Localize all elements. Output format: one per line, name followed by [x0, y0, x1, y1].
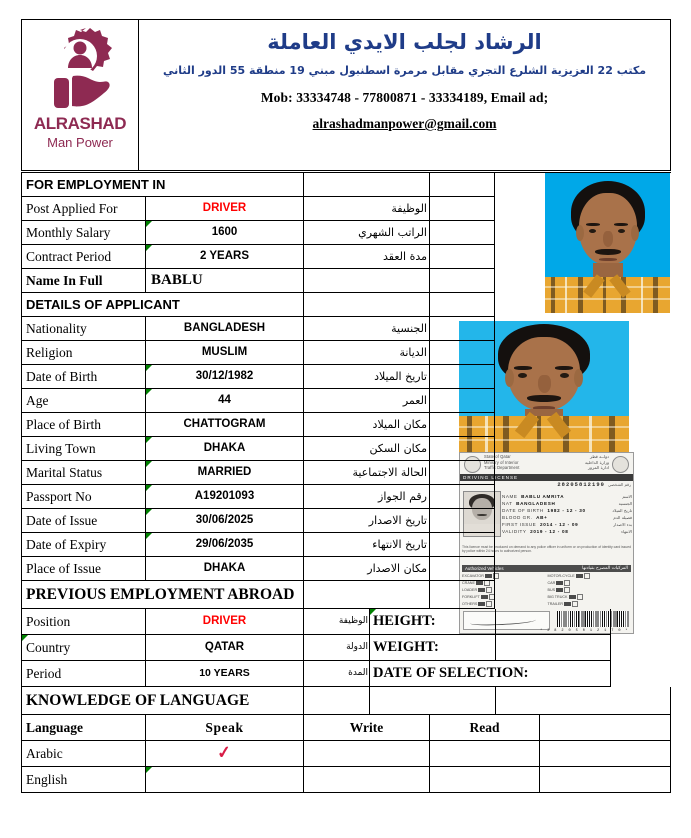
row-tail [429, 317, 495, 341]
language-header-row [21, 715, 671, 741]
row-right-label: DATE OF SELECTION: [369, 661, 611, 687]
row-right-label: WEIGHT: [369, 635, 495, 661]
photo-gap [495, 269, 671, 293]
row-arabic: تاريخ الاصدار [303, 509, 429, 533]
license-dob-label: DATE OF BIRTH [502, 508, 544, 514]
banner-spacer-ar [303, 293, 429, 317]
row-tail [429, 197, 495, 221]
language-write-cell[interactable] [303, 741, 429, 767]
row-tail [429, 461, 495, 485]
banner-spacer-ar [303, 581, 429, 609]
row-arabic: مكان الاصدار [303, 557, 429, 581]
row-tail [429, 533, 495, 557]
table-row [21, 317, 671, 341]
comment-marker-icon [370, 609, 376, 615]
row-arabic: الجنسية [303, 317, 429, 341]
row-value: A19201093 [145, 485, 303, 509]
speak-col-header: Speak [145, 715, 303, 741]
vehicle-item: BUS [548, 587, 632, 593]
comment-marker-icon [146, 485, 152, 491]
photo-gap [495, 485, 671, 509]
photo-gap [495, 533, 671, 557]
form-table [21, 172, 671, 793]
row-right-label: HEIGHT: [369, 609, 495, 635]
banner-cell [21, 581, 303, 609]
row-tail [429, 365, 495, 389]
row-value: DHAKA [145, 557, 303, 581]
comment-marker-icon [146, 221, 152, 227]
table-row [21, 389, 671, 413]
letterhead-text [139, 20, 670, 170]
banner-spacer-c [495, 687, 671, 715]
row-arabic: تاريخ الميلاد [303, 365, 429, 389]
table-row [21, 197, 671, 221]
logo-tagline: Man Power [47, 135, 113, 150]
row-tail [429, 269, 495, 293]
row-arabic: مكان السكن [303, 437, 429, 461]
language-speak-cell[interactable] [145, 741, 303, 767]
row-right-blank [495, 609, 611, 635]
license-authority-ar: دولــة قطر وزارة الداخلية ادارة المرور [584, 454, 609, 471]
row-arabic: الراتب الشهري [303, 221, 429, 245]
table-row [21, 437, 671, 461]
license-id-label-ar: رقم الشخصي [607, 482, 631, 487]
license-type-band: DRIVING LICENSE [460, 474, 633, 481]
row-tail [429, 413, 495, 437]
banner-spacer-a [303, 687, 369, 715]
banner-cell [21, 172, 303, 197]
company-address-arabic: مكتب 22 العزيزية الشلرع التجري مقابل مرمرة اسطنبول مبني 19 منطقة 55 الدور الثاني [162, 64, 647, 78]
language-col-header: Language [21, 715, 145, 741]
table-row [21, 341, 671, 365]
row-value: CHATTOGRAM [145, 413, 303, 437]
photo-gap [495, 581, 671, 609]
row-value: 30/12/1982 [145, 365, 303, 389]
table-row [21, 557, 671, 581]
table-row [21, 245, 671, 269]
row-arabic: الديانة [303, 341, 429, 365]
row-label: Monthly Salary [21, 221, 145, 245]
license-nat-label: NAT [502, 501, 513, 507]
row-value: 30/06/2025 [145, 509, 303, 533]
photo-gap [495, 365, 671, 389]
comment-marker-icon [146, 461, 152, 467]
comment-marker-icon [146, 509, 152, 515]
section-title-language: KNOWLEDGE OF LANGUAGE [26, 692, 250, 709]
section-language-banner-row [21, 687, 671, 715]
comment-marker-icon [146, 365, 152, 371]
vehicle-item: MOTOR-CYCLE [548, 573, 632, 579]
banner-spacer-b [369, 687, 495, 715]
banner-cell [21, 293, 303, 317]
row-label: Place of Birth [21, 413, 145, 437]
license-firstissue-label: FIRST ISSUE [502, 522, 537, 528]
table-row [21, 741, 671, 767]
row-label: Name In Full [21, 269, 145, 293]
license-id-number: 28205812190 [557, 482, 605, 488]
photo-gap [495, 413, 671, 437]
row-value: 44 [145, 389, 303, 413]
row-arabic: المدة [303, 661, 369, 687]
license-vehicles-ar: المركبات المصرح بقيادتها [581, 566, 628, 571]
vehicle-item: OTHERS [462, 601, 546, 607]
license-firstissue-value: 2014 - 12 - 09 [539, 522, 579, 528]
row-value: MARRIED [145, 461, 303, 485]
vehicle-item: LOADER [462, 587, 546, 593]
company-title-arabic: الرشاد لجلب الايدي العاملة [267, 30, 542, 54]
table-row [21, 413, 671, 437]
photo-gap [495, 437, 671, 461]
row-arabic: العمر [303, 389, 429, 413]
table-row [21, 509, 671, 533]
logo-wordmark: ALRASHAD [33, 114, 127, 133]
row-value: BANGLADESH [145, 317, 303, 341]
row-label: Passport No [21, 485, 145, 509]
license-blood-value: AB+ [536, 515, 548, 521]
row-label: Religion [21, 341, 145, 365]
write-col-header: Write [303, 715, 429, 741]
section-title-previous: PREVIOUS EMPLOYMENT ABROAD [26, 586, 295, 603]
row-tail [429, 341, 495, 365]
section-title-details: DETAILS OF APPLICANT [26, 297, 180, 312]
comment-marker-icon [146, 437, 152, 443]
table-row [21, 609, 671, 635]
photo-gap [495, 509, 671, 533]
table-row [21, 661, 671, 687]
license-blood-label: BLOOD GR. [502, 515, 533, 521]
language-row-blank [539, 767, 671, 793]
row-value: DRIVER [145, 609, 303, 635]
company-email: alrashadmanpower@gmail.com [312, 116, 497, 132]
row-arabic: الدولة [303, 635, 369, 661]
company-logo-cell [22, 20, 139, 170]
table-row [21, 221, 671, 245]
banner-cell [21, 687, 303, 715]
license-validity-value: 2019 - 12 - 08 [530, 529, 569, 535]
photo-gap [495, 245, 671, 269]
photo-gap [495, 221, 671, 245]
row-tail [429, 389, 495, 413]
row-tail [429, 485, 495, 509]
banner-photo-gap [495, 172, 671, 197]
license-legal-note: This licence must be produced on demand to any police officer in uniform or on production of identity card issued by police within 24 hours to authorized person. [462, 545, 631, 554]
license-name-value: BABLU AMRITA [521, 494, 565, 499]
row-arabic: تاريخ الانتهاء [303, 533, 429, 557]
row-tail [429, 557, 495, 581]
vehicle-item: EXCAVATOR [462, 573, 546, 579]
row-value: 10 YEARS [145, 661, 303, 687]
row-label: Age [21, 389, 145, 413]
language-name: Arabic [21, 741, 145, 767]
row-label: Contract Period [21, 245, 145, 269]
row-arabic: الحالة الاجتماعية [303, 461, 429, 485]
banner-spacer-right [429, 172, 495, 197]
row-label: Country [21, 635, 145, 661]
license-arabic-labels: الاسم الجنسية تاريخ الميلاد فصيلة الدم بدء الاصدار الانتهاء [612, 494, 632, 535]
photo-gap [495, 317, 671, 341]
section-employment-banner-row [21, 172, 671, 197]
row-label: Living Town [21, 437, 145, 461]
table-row [21, 485, 671, 509]
language-read-cell[interactable] [429, 741, 539, 767]
language-row-blank [539, 741, 671, 767]
company-phone-line: Mob: 33334748 - 77800871 - 33334189, Email ad; [260, 90, 549, 106]
comment-marker-icon [22, 635, 28, 641]
check-icon: ✓ [216, 742, 233, 763]
row-right-blank [495, 635, 611, 661]
read-col-header: Read [429, 715, 539, 741]
license-vehicles-en: Authorized Vehicles [465, 566, 504, 571]
row-value: 2 YEARS [145, 245, 303, 269]
language-name: English [21, 767, 145, 793]
section-details-banner-row [21, 293, 671, 317]
table-row-name [21, 269, 671, 293]
comment-marker-icon [146, 245, 152, 251]
comment-marker-icon [146, 767, 152, 773]
row-tail [429, 437, 495, 461]
banner-spacer-right [429, 581, 495, 609]
photo-gap [495, 389, 671, 413]
photo-gap [495, 293, 671, 317]
table-row [21, 365, 671, 389]
row-value: DRIVER [145, 197, 303, 221]
row-arabic: الوظيفة [303, 609, 369, 635]
row-value: QATAR [145, 635, 303, 661]
section-previous-banner-row [21, 581, 671, 609]
row-label: Period [21, 661, 145, 687]
alrashad-logo-icon [42, 26, 118, 114]
language-write-cell[interactable] [303, 767, 429, 793]
row-tail [429, 221, 495, 245]
language-header-blank [539, 715, 671, 741]
row-arabic: مدة العقد [303, 245, 429, 269]
vehicle-item: TRAILER [548, 601, 632, 607]
vehicle-item: FORKLIFT [462, 594, 546, 600]
row-label: Marital Status [21, 461, 145, 485]
license-nat-value: BANGLADESH [516, 501, 556, 507]
row-label: Date of Birth [21, 365, 145, 389]
row-label: Date of Expiry [21, 533, 145, 557]
license-name-label: NAME [502, 494, 518, 499]
row-label: Position [21, 609, 145, 635]
row-arabic: مكان الميلاد [303, 413, 429, 437]
letterhead [21, 19, 671, 171]
row-tail [429, 245, 495, 269]
row-arabic [303, 269, 429, 293]
license-authority-en: State of Qatar Ministry of Interior Traffic Department [484, 454, 520, 471]
row-value: BABLU [145, 269, 303, 293]
photo-gap [495, 461, 671, 485]
table-row [21, 461, 671, 485]
section-title-employment: FOR EMPLOYMENT IN [26, 177, 166, 192]
photo-gap [495, 197, 671, 221]
table-row [21, 767, 671, 793]
row-label: Post Applied For [21, 197, 145, 221]
photo-gap [495, 557, 671, 581]
row-label: Date of Issue [21, 509, 145, 533]
language-read-cell[interactable] [429, 767, 539, 793]
vehicle-item: CRANE [462, 580, 546, 586]
row-tail [429, 509, 495, 533]
row-value: 1600 [145, 221, 303, 245]
license-dob-value: 1982 - 12 - 30 [547, 508, 586, 514]
vehicle-item: BIG TRUCK [548, 594, 632, 600]
comment-marker-icon [146, 533, 152, 539]
row-value: MUSLIM [145, 341, 303, 365]
table-row [21, 635, 671, 661]
row-value: 29/06/2035 [145, 533, 303, 557]
license-barcode-number: * 2 8 2 0 5 0 1 2 1 7 0 * [540, 629, 629, 633]
row-arabic: رقم الجواز [303, 485, 429, 509]
photo-gap [495, 341, 671, 365]
banner-spacer-ar [303, 172, 429, 197]
comment-marker-icon [146, 389, 152, 395]
row-arabic: الوظيفة [303, 197, 429, 221]
banner-spacer-right [429, 293, 495, 317]
row-value: DHAKA [145, 437, 303, 461]
row-label: Nationality [21, 317, 145, 341]
language-speak-cell[interactable] [145, 767, 303, 793]
license-validity-label: VALIDITY [502, 529, 527, 535]
table-row [21, 533, 671, 557]
vehicle-item: CAR [548, 580, 632, 586]
row-label: Place of Issue [21, 557, 145, 581]
